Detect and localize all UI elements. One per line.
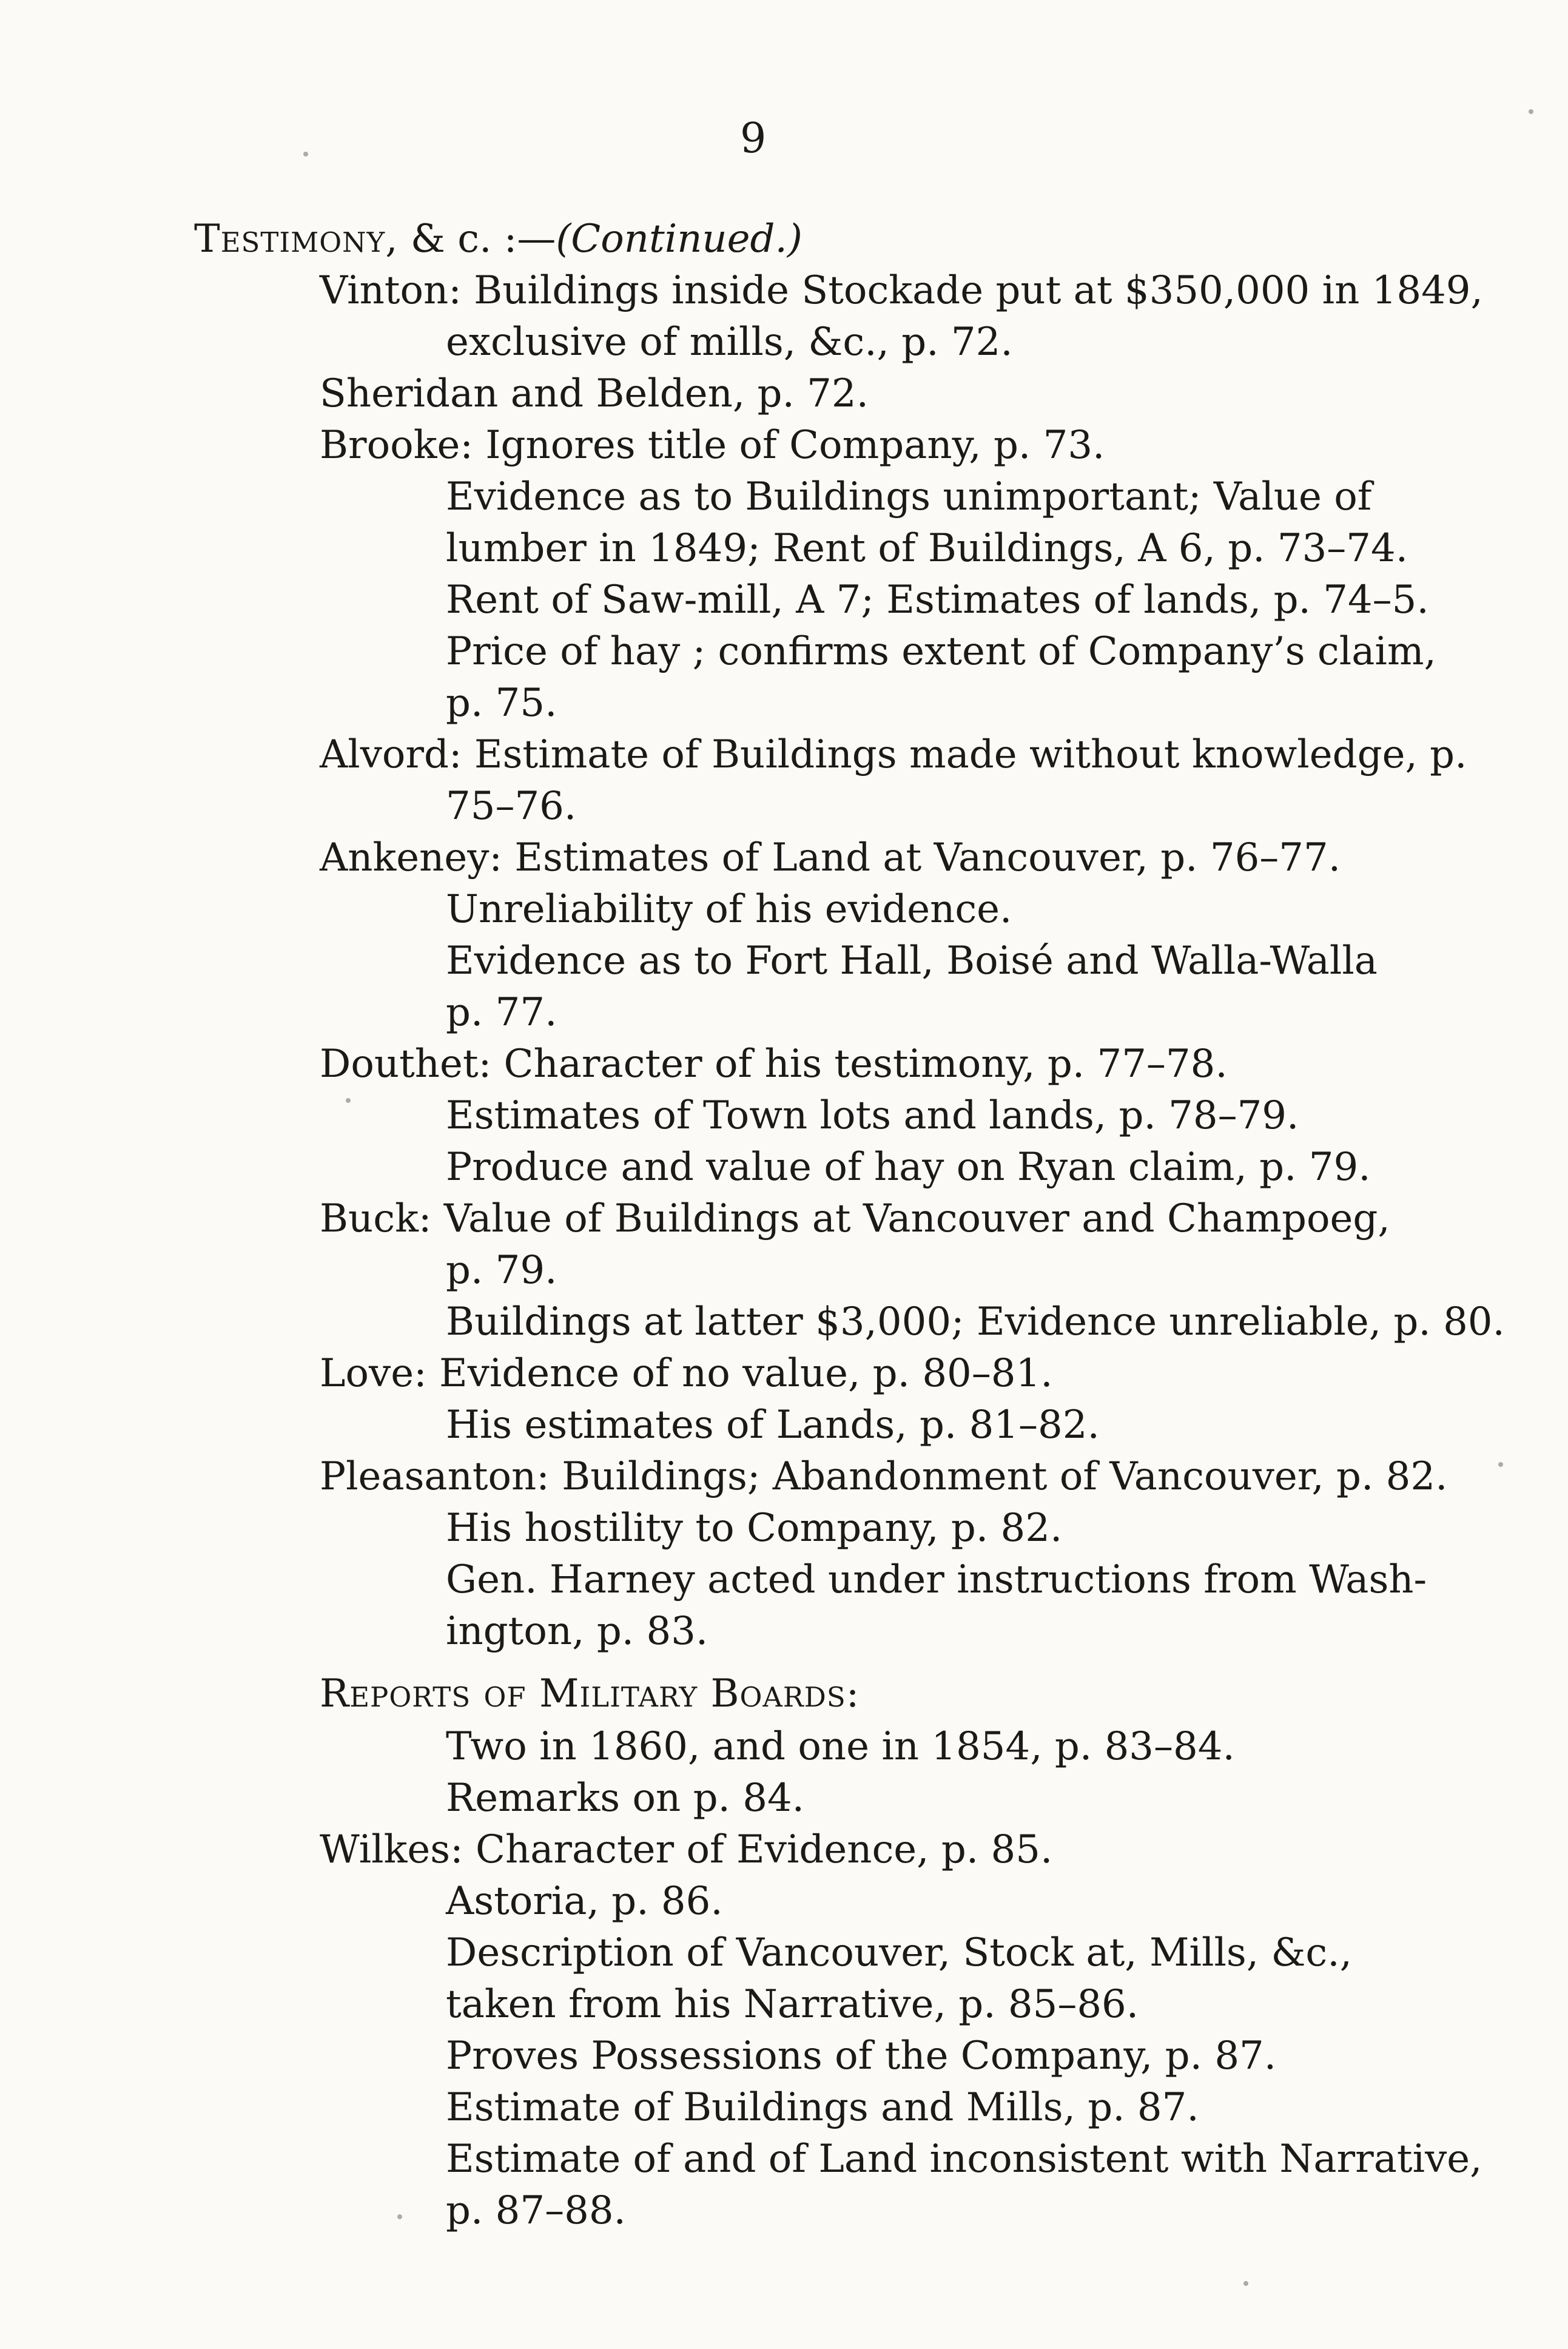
scan-speck (1498, 1462, 1503, 1467)
scan-speck (346, 1098, 351, 1103)
entry-line: Gen. Harney acted under instructions from Wash- (446, 1557, 1427, 1602)
heading-rest: & c. :— (398, 217, 556, 261)
entry-line: taken from his Narrative, p. 85–86. (446, 1982, 1139, 2027)
entry-line: Wilkes: Character of Evidence, p. 85. (320, 1827, 1053, 1872)
entry-line: Alvord: Estimate of Buildings made without knowledge, p. (320, 732, 1467, 777)
entry-line: Sheridan and Belden, p. 72. (320, 371, 869, 416)
scan-speck (303, 152, 308, 157)
entry-line: p. 79. (446, 1248, 557, 1293)
entry-line: Brooke: Ignores title of Company, p. 73. (320, 423, 1105, 468)
entry-line: Ankeney: Estimates of Land at Vancouver, p. 76–77. (320, 835, 1341, 880)
scan-speck (1243, 2281, 1248, 2286)
entry-line: Produce and value of hay on Ryan claim, p. 79. (446, 1145, 1371, 1190)
entry-line: Remarks on p. 84. (446, 1776, 804, 1821)
entry-line: Estimate of Buildings and Mills, p. 87. (446, 2085, 1199, 2130)
scan-speck (1529, 109, 1533, 114)
entry-line: Douthet: Character of his testimony, p. 77–78. (320, 1042, 1228, 1087)
entry-line: Description of Vancouver, Stock at, Mills, &c., (446, 1930, 1352, 1975)
entry-line: p. 75. (446, 681, 557, 726)
entry-line: Estimate of and of Land inconsistent with Narrative, (446, 2137, 1482, 2182)
entry-line: Buildings at latter $3,000; Evidence unreliable, p. 80. (446, 1299, 1505, 1344)
entry-line: His estimates of Lands, p. 81–82. (446, 1403, 1100, 1447)
heading-continued: (Continued.) (556, 217, 803, 261)
entry-line: Evidence as to Buildings unimportant; Value of (446, 474, 1372, 519)
heading-label: Testimony, (194, 217, 399, 261)
entry-line: Astoria, p. 86. (446, 1879, 723, 1924)
entry-line: 75–76. (446, 784, 577, 829)
entry-line: Love: Evidence of no value, p. 80–81. (320, 1351, 1053, 1396)
entry-line: ington, p. 83. (446, 1609, 708, 1654)
entry-line: His hostility to Company, p. 82. (446, 1506, 1063, 1551)
entry-line: exclusive of mills, &c., p. 72. (446, 320, 1013, 365)
entry-line: Unreliability of his evidence. (446, 887, 1012, 932)
entry-line: Pleasanton: Buildings; Abandonment of Vancouver, p. 82. (320, 1454, 1448, 1499)
entry-line: p. 77. (446, 990, 557, 1035)
entry-line: Proves Possessions of the Company, p. 87. (446, 2034, 1277, 2078)
section-heading-reports: Reports of Military Boards: (320, 1671, 860, 1716)
entry-line: Evidence as to Fort Hall, Boisé and Walla-Walla (446, 939, 1378, 983)
section-heading-testimony (194, 217, 803, 261)
entry-line: Price of hay ; confirms extent of Company’s claim, (446, 629, 1436, 674)
page-number: 9 (740, 115, 767, 163)
entry-line: Estimates of Town lots and lands, p. 78–79. (446, 1093, 1299, 1138)
entry-line: Two in 1860, and one in 1854, p. 83–84. (446, 1724, 1235, 1769)
entry-line: lumber in 1849; Rent of Buildings, A 6, p. 73–74. (446, 526, 1408, 571)
entry-line: Rent of Saw-mill, A 7; Estimates of lands, p. 74–5. (446, 578, 1429, 622)
scan-speck (397, 2214, 402, 2219)
entry-line: Buck: Value of Buildings at Vancouver and Champoeg, (320, 1196, 1390, 1241)
entry-line: p. 87–88. (446, 2188, 626, 2233)
entry-line: Vinton: Buildings inside Stockade put at $350,000 in 1849, (320, 268, 1483, 313)
